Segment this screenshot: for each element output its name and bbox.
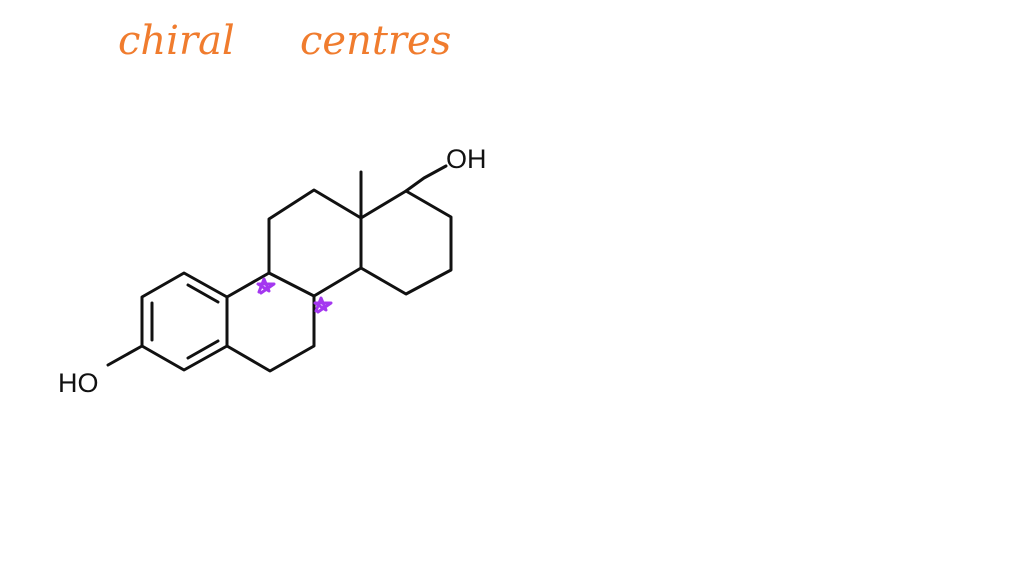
ring-a-double-bond-top	[188, 285, 218, 302]
ring-a-double-bond-bottom	[188, 341, 218, 358]
heading	[118, 18, 451, 64]
ring-d	[361, 191, 451, 294]
hydroxyl-bond-left	[108, 346, 142, 365]
hydroxyl-label-right: OH	[446, 144, 487, 174]
steroid-skeleton	[108, 166, 451, 371]
hydroxyl-bond-right	[406, 166, 446, 191]
chiral-centre-markers	[258, 279, 331, 312]
hydroxyl-label-left: HO	[58, 368, 99, 398]
heading-word-chiral: chiral	[118, 18, 235, 64]
chiral-marker	[258, 279, 274, 293]
chiral-marker	[315, 298, 331, 312]
ring-a-aromatic	[142, 273, 227, 370]
heading-word-centres: centres	[300, 18, 452, 64]
